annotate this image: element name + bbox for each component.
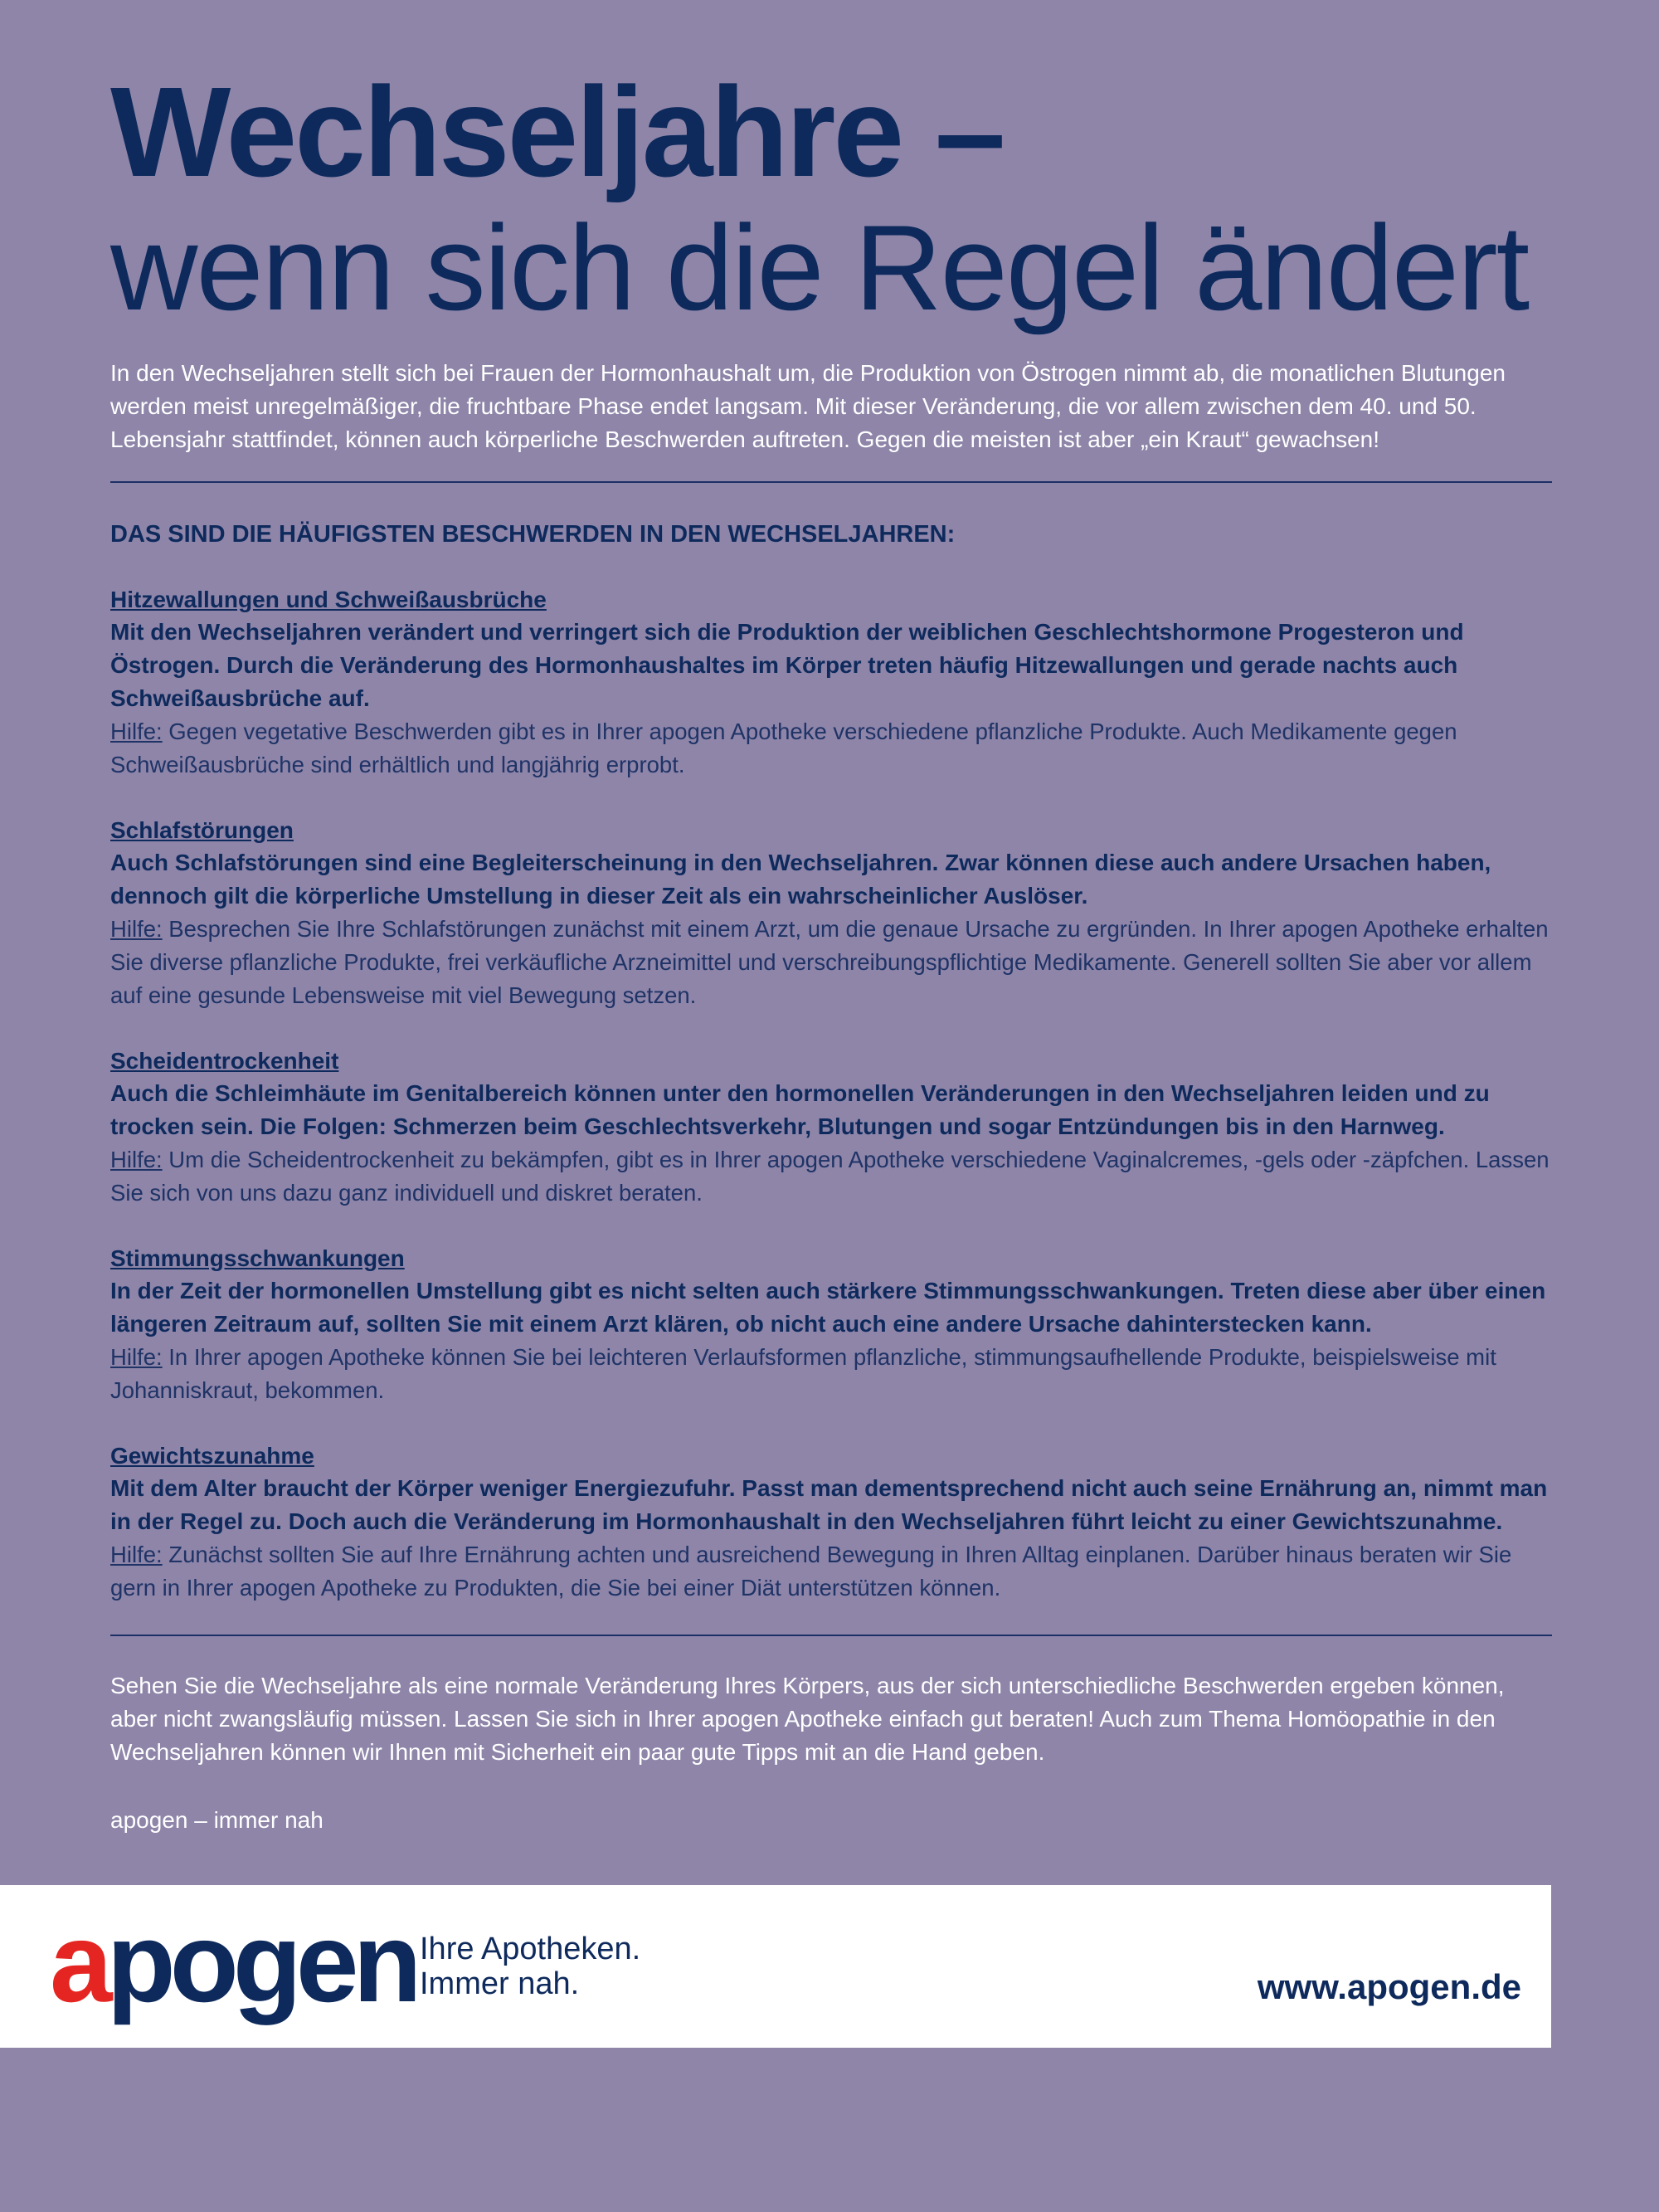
logo-accent-letter: a xyxy=(50,1899,107,2025)
outro-paragraph: Sehen Sie die Wechseljahre als eine normale Veränderung Ihres Körpers, aus der sich unterschiedliche Beschwerden ergeben können, aber nicht zwangsläufig müssen. Lassen Sie sich in Ihrer apogen Apotheke einfach gut beraten! Auch zum Thema Homöopathie in den Wechseljahren können wir Ihnen mit Sicherheit ein paar gute Tipps mit an die Hand geben. xyxy=(110,1673,1505,1765)
topic-help xyxy=(110,913,1552,1012)
tagline-line1: Ihre Apotheken. xyxy=(420,1932,641,1966)
topic-title: Scheidentrockenheit xyxy=(110,1048,339,1074)
website-link[interactable]: www.apogen.de xyxy=(1257,1967,1521,2006)
topic-weight-gain xyxy=(110,1440,1552,1605)
topic-help xyxy=(110,1538,1552,1605)
apogen-logo xyxy=(50,1899,416,2025)
topic-sleep-disorders xyxy=(110,815,1552,1012)
help-label: Hilfe: xyxy=(110,1542,163,1567)
topic-lead: Auch Schlafstörungen sind eine Begleiterscheinung in den Wechseljahren. Zwar können diese auch andere Ursachen haben, dennoch gilt die körperliche Umstellung in dieser Zeit als ein wahrscheinlicher Auslöser. xyxy=(110,850,1491,909)
topic-help xyxy=(110,1143,1552,1210)
page-title-line1: Wechseljahre – xyxy=(110,61,1004,203)
topic-help xyxy=(110,1341,1552,1407)
topic-lead: Mit den Wechseljahren verändert und verringert sich die Produktion der weiblichen Geschlechtshormone Progesteron und Östrogen. Durch die Veränderung des Hormonhaushaltes im Körper treten häufig Hitzewallungen und gerade nachts auch Schweißausbrüche auf. xyxy=(110,619,1464,711)
help-label: Hilfe: xyxy=(110,1147,163,1172)
topic-help xyxy=(110,715,1552,782)
help-label: Hilfe: xyxy=(110,1344,163,1370)
topic-lead: In der Zeit der hormonellen Umstellung gibt es nicht selten auch stärkere Stimmungsschwankungen. Treten diese aber über einen längeren Zeitraum auf, sollten Sie mit einem Arzt klären, ob nicht auch eine andere Ursache dahinterstecken kann. xyxy=(110,1278,1546,1337)
logo-wordmark: pogen xyxy=(106,1899,416,2025)
main-content xyxy=(110,61,1552,1837)
footer-banner xyxy=(0,1885,1551,2048)
help-text: Besprechen Sie Ihre Schlafstörungen zunächst mit einem Arzt, um die genaue Ursache zu ergründen. In Ihrer apogen Apotheke erhalten Sie diverse pflanzliche Produkte, frei verkäufliche Arzneimittel und verschreibungspflichtige Medikamente. Generell sollten Sie aber vor allem auf eine gesunde Lebensweise mit viel Bewegung setzen. xyxy=(110,916,1549,1008)
tagline xyxy=(420,1932,640,2001)
signoff: apogen – immer nah xyxy=(110,1807,324,1833)
topic-title: Hitzewallungen und Schweißausbrüche xyxy=(110,587,547,612)
topic-hot-flashes xyxy=(110,584,1552,782)
help-label: Hilfe: xyxy=(110,916,163,942)
help-text: Zunächst sollten Sie auf Ihre Ernährung achten und ausreichend Bewegung in Ihren Alltag einplanen. Darüber hinaus beraten wir Sie gern in Ihrer apogen Apotheke zu Produkten, die Sie bei einer Diät unterstützen können. xyxy=(110,1542,1512,1601)
topic-title: Schlafstörungen xyxy=(110,817,294,843)
topic-lead: Auch die Schleimhäute im Genitalbereich können unter den hormonellen Veränderungen in den Wechseljahren leiden und zu trocken sein. Die Folgen: Schmerzen beim Geschlechtsverkehr, Blutungen und sogar Entzündungen bis in den Harnweg. xyxy=(110,1080,1490,1139)
topic-lead: Mit dem Alter braucht der Körper weniger Energiezufuhr. Passt man dementsprechend nicht auch seine Ernährung an, nimmt man in der Regel zu. Doch auch die Veränderung im Hormonhaushalt in den Wechseljahren führt leicht zu einer Gewichtszunahme. xyxy=(110,1475,1548,1534)
page-title-line2: wenn sich die Regel ändert xyxy=(110,200,1529,335)
topic-vaginal-dryness xyxy=(110,1045,1552,1210)
topic-mood-swings xyxy=(110,1243,1552,1407)
divider-top xyxy=(110,481,1552,483)
intro-paragraph: In den Wechseljahren stellt sich bei Frauen der Hormonhaushalt um, die Produktion von Östrogen nimmt ab, die monatlichen Blutungen werden meist unregelmäßiger, die fruchtbare Phase endet langsam. Mit dieser Veränderung, die vor allem zwischen dem 40. und 50. Lebensjahr stattfindet, können auch körperliche Beschwerden auftreten. Gegen die meisten ist aber „ein Kraut“ gewachsen! xyxy=(110,360,1506,452)
help-text: Gegen vegetative Beschwerden gibt es in Ihrer apogen Apotheke verschiedene pflanzliche Produkte. Auch Medikamente gegen Schweißausbrüche sind erhältlich und langjährig erprobt. xyxy=(110,719,1457,777)
help-label: Hilfe: xyxy=(110,719,163,744)
help-text: In Ihrer apogen Apotheke können Sie bei leichteren Verlaufsformen pflanzliche, stimmungsaufhellende Produkte, beispielsweise mit Johanniskraut, bekommen. xyxy=(110,1344,1496,1403)
divider-bottom xyxy=(110,1635,1552,1636)
topic-title: Gewichtszunahme xyxy=(110,1443,314,1469)
tagline-line2: Immer nah. xyxy=(420,1966,580,2001)
help-text: Um die Scheidentrockenheit zu bekämpfen, gibt es in Ihrer apogen Apotheke verschiedene Vaginalcremes, -gels oder -zäpfchen. Lassen Sie sich von uns dazu ganz individuell und diskret beraten. xyxy=(110,1147,1550,1206)
topic-title: Stimmungsschwankungen xyxy=(110,1245,405,1271)
section-heading: DAS SIND DIE HÄUFIGSTEN BESCHWERDEN IN DEN WECHSELJAHREN: xyxy=(110,521,956,548)
